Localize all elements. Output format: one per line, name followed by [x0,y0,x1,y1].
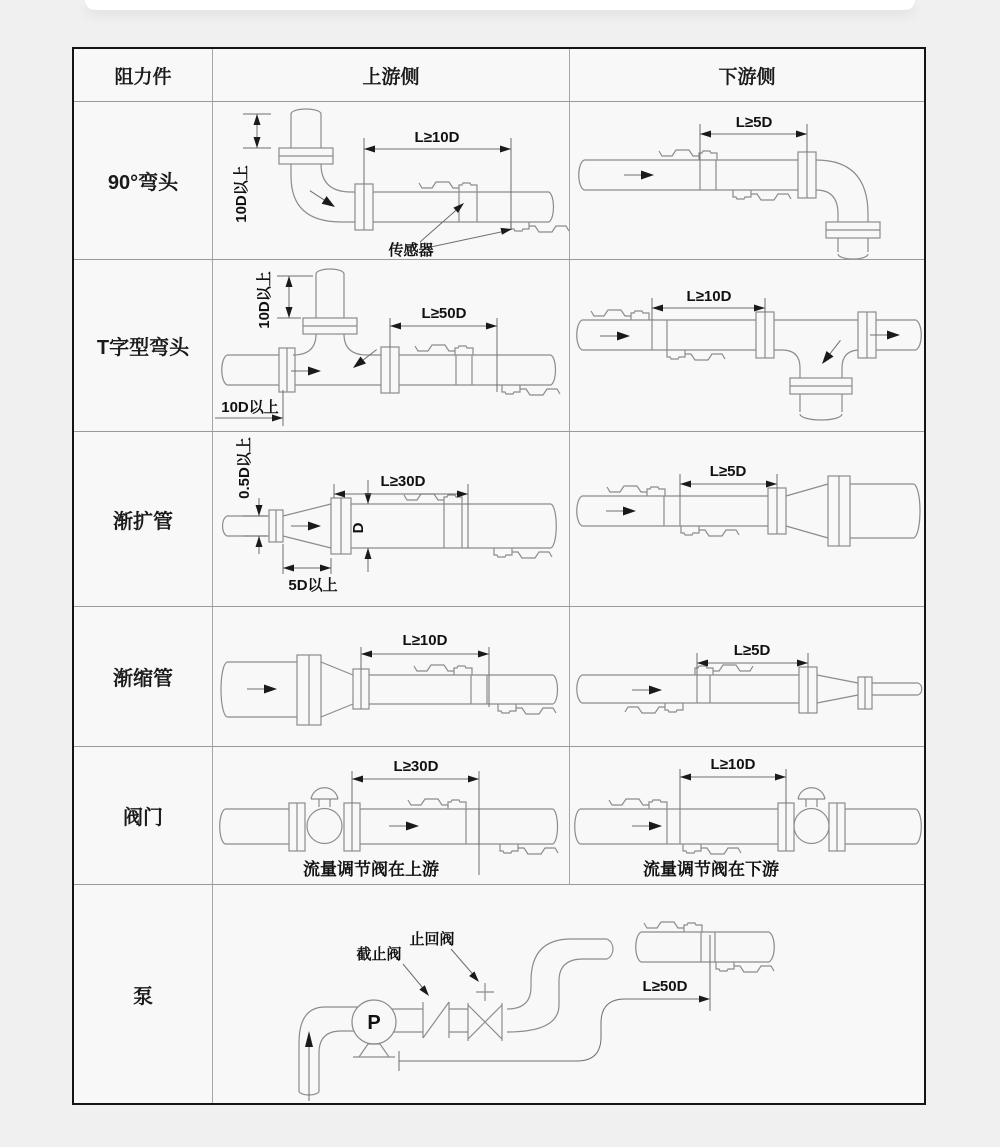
dim-label: L≥50D [421,305,467,322]
vdim-label: 10D以上 [256,271,273,329]
row-label-elbow90: 90°弯头 [74,102,213,259]
diagram-pump [213,885,924,1103]
diagram-valve-downstream [570,747,924,884]
hdim-label: 10D以上 [221,399,279,416]
table-row [74,101,924,259]
diagram-elbow90-downstream [570,102,924,259]
diagram-reducer-downstream [570,607,924,746]
diagram-expander-downstream [570,432,924,606]
table-row [74,606,924,746]
caption: 流量调节阀在下游 [643,860,779,879]
dim-label: L≥5D [709,463,747,480]
dim-label: L≥5D [735,114,773,131]
diameter-label: D [350,522,367,534]
dim-label: L≥5D [733,642,771,659]
dim-label: L≥10D [710,756,756,773]
diagram-reducer-upstream [213,607,570,746]
sensor-label: 传感器 [388,242,434,259]
diagram-tee-downstream [570,260,924,431]
table-header-row [74,49,924,101]
dim-label: L≥10D [686,288,732,305]
dim-label: L≥10D [402,632,448,649]
table-row [74,884,924,1103]
row-label-pump: 泵 [74,885,213,1103]
header-downstream: 下游侧 [718,66,776,88]
diagram-valve-upstream [213,747,570,884]
table-row [74,259,924,431]
row-label-valve: 阀门 [74,747,213,884]
check-valve-label: 止回阀 [409,931,455,948]
diagram-expander-upstream [213,432,570,606]
pump-label: P [367,1012,381,1034]
hdim-label: 5D以上 [288,577,338,594]
dim-label: L≥30D [393,758,439,775]
dim-label: L≥30D [380,473,426,490]
row-label-reducer: 渐缩管 [74,607,213,746]
vdim-label: 0.5D以上 [236,437,253,499]
header-resistance-element: 阻力件 [74,49,213,101]
caption: 流量调节阀在上游 [303,860,439,879]
table-row [74,746,924,884]
top-card-edge [85,0,915,10]
header-upstream: 上游侧 [213,49,570,101]
row-label-expander: 渐扩管 [74,432,213,606]
vdim-label: 10D以上 [233,165,250,223]
stop-valve-label: 截止阀 [356,946,402,963]
dim-label: L≥50D [642,978,688,995]
row-label-tee: T字型弯头 [74,260,213,431]
dim-label: L≥10D [414,129,460,146]
installation-requirements-table [72,47,926,1105]
diagram-tee-upstream [213,260,570,431]
table-row [74,431,924,606]
diagram-elbow90-upstream [213,102,570,259]
